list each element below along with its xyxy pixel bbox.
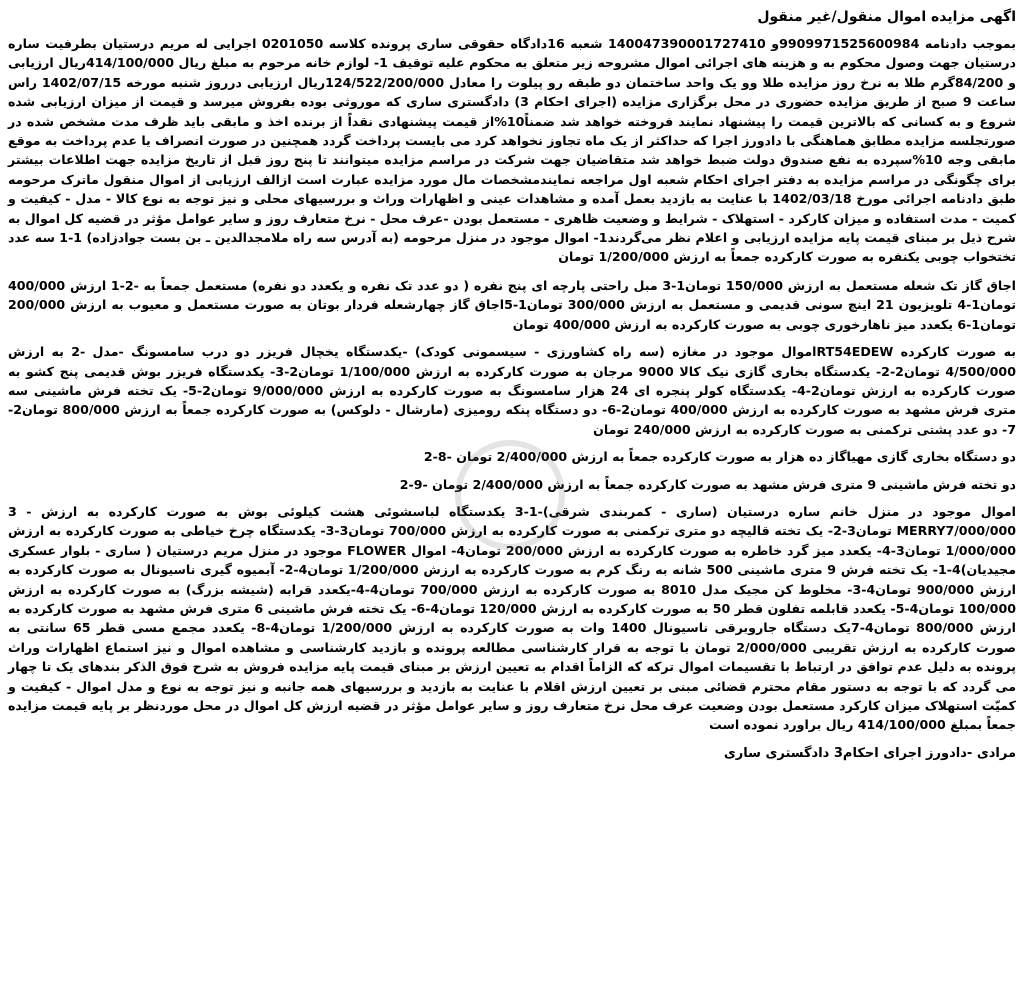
paragraph-item-2-8: دو دستگاه بخاری گازی مهیاگاز ده هزار به صورت کارکرده جمعاً به ارزش 2/400/000 تومان -8-2 xyxy=(423,449,1016,465)
paragraph-section-3-4: اموال موجود در منزل خانم ساره درستیان (ساری - کمربندی شرقی)-1-3 یکدستگاه لباسشوئی هشت کیلوئی بوش به صورت کارکرده به ارزش - 3 MERRY7/000/000 تومان3-2- یک تخته قالیچه دو متری ترکمنی به صورت کارکرده به ارزش 700/000 تومان3-3- یکدستگاه چرخ خیاطی به صورت کارکرده به ارزش 1/000/000 تومان3-4- یکعدد میز گرد خاطره به صورت کارکرده به ارزش 200/000 تومان4- اموال FLOWER موجود در منزل مریم درستیان ( ساری - بلوار عسکری مجیدیان)4-1- یک تخته فرش 9 متری ماشینی 500 شانه به رنگ کرم به صورت کارکرده به ارزش 1/200/000 تومان4-2- آبمیوه گیری ناسیونال به صورت کارکرده به ارزش 900/000 تومان4-3- مخلوط کن مجیک مدل 8010 به صورت کارکرده به ارزش 700/000 تومان4-4-یکعدد قرابه (شیشه بزرگ) به صورت کارکرده به ارزش 100/000 تومان4-5- یکعدد قابلمه تفلون قطر 50 به صورت کارکرده به ارزش 120/000 تومان4-6- یک تخته فرش ماشینی 6 متری فرش مشهد به صورت کارکرده به ارزش 800/000 تومان4-7یک دستگاه جاروبرقی ناسیونال 1400 وات به صورت کارکرده به ارزش 1/200/000 تومان4-8- یکعدد مجمع مسی قطر 65 سانتی به صورت کارکرده به ارزش تقریبی 2/000/000 تومان با توجه به قرار کارشناسی مطالعه پرونده و بازدید کارشناسی و مشاهده اموال و نیز استماع اظهارات وراث پرونده به دلیل عدم توافق در ارتباط با تقسیمات اموال ترکه که الزاماً اقدام به تعیین ارزش بر مبنای قیمت پایه مزایده فروش به شرح فوق الذکر بندهای یک تا چهار می گردد که با توجه به دستور مقام محترم قضائی مبنی بر تعیین ارزش اقلام با عنایت به بازدید و بررسیهای همه جانبه و نیز توجه به نوع و مدل اموال - کیفیت و کمیّت استهلاک میزان کارکرد مستعمل بودن وضعیت عرف محل نرخ متعارف روز و سایر عوامل مؤثر در قضیه ارزش کل اموال در محل موردنظر بر پایه قیمت مزایده جمعاً بمبلغ 414/100/000 ریال براورد نموده است xyxy=(8,503,1016,733)
paragraph-section-1: اجاق گاز تک شعله مستعمل به ارزش 150/000 تومان1-3 مبل راحتی پارچه ای پنج نفره ( دو عدد تک نفره و یکعدد دو نفره) مستعمل جمعاً به -2-1 ارزش 400/000 تومان1-4 تلویزیون 21 اینچ سونی قدیمی و مستعمل به ارزش 300/000 تومان1-5اجاق گاز چهارشعله فردار بوتان به صورت مستعمل و معیوب به ارزش 200/000 تومان1-6 یکعدد میز ناهارخوری چوبی به صورت کارکرده به ارزش 400/000 تومان xyxy=(8,277,1016,332)
signature-line: مرادی -دادورز اجرای احکام3 دادگستری ساری xyxy=(723,745,1016,761)
paragraph-item-2-9: دو تخته فرش ماشینی 9 متری فرش مشهد به صورت کارکرده جمعاً به ارزش 2/400/000 تومان -9-2 xyxy=(399,476,1016,492)
paragraph-section-2: به صورت کارکرده RT54EDEWاموال موجود در مغازه (سه راه کشاورزی - سیسمونی کودک) -یکدستگاه یخچال فریزر دو درب سامسونگ -مدل -2 به ارزش 4/500/000 تومان2-2- یکدستگاه بخاری گازی نیک کالا 9000 مرجان به صورت کارکرده به ارزش 1/100/000 تومان2-3- یکدستگاه فریزر بوش قدیمی پنج کشو به صورت کارکرده به ارزش تومان2-4- یکدستگاه کولر پنجره ای 24 هزار سامسونگ به صورت کارکرده به ارزش 9/000/000 تومان2-5- یک تخته فرش ماشینی سه متری فرش مشهد به صورت کارکرده به ارزش 400/000 تومان2-6- دو دستگاه پنکه رومیزی (مارشال - دلوکس) به صورت کارکرده جمعاً به ارزش 800/000 تومان2-7- دو عدد پشتی ترکمنی به صورت کارکرده به ارزش 240/000 تومان xyxy=(8,344,1016,437)
notice-title: اگهی مزایده اموال منقول/غیر منقول xyxy=(757,9,1016,25)
paragraph-intro: بموجب دادنامه 9909971525600984و 140047390001727410 شعبه 16دادگاه حقوقی ساری پرونده کلاسه 0201050 اجرایی له مریم درستیان بطرفیت ساره درستیان جهت وصول محکوم به و هزینه های اجرائی اموال مشروحه زیر متعلق به محکوم علیه توقیف 1- لوازم خانه مرحوم به مبلغ ریال 414/100/000ریال ارزیابی و 84/200گرم طلا به نرخ روز مزایده طلا وو یک واحد ساختمان دو طبقه رو پیلوت را معادل 124/522/200/000ریال ارزیابی درروز شنبه مورخه 1402/07/15 راس ساعت 9 صبح از طریق مزایده حضوری در محل برگزاری مزایده (اجرای احکام 3) دادگستری ساری که موروثی بوده بفروش میرسد و قیمت از میزان ارزیابی شده شروع و به کسانی که بالاترین قیمت را پیشنهاد نمایند فروخته خواهد شد ضمناً10%از قیمت پیشنهادی نقداً از برنده اخذ و مابقی باید ظرف مدت مشخص شده در صورتجلسه مزایده مطابق هماهنگی با دادورز اجرا که حداکثر از یک ماه تجاوز نخواهد کرد می بایست پرداخت گردد همچنین در صورت انصراف یا عدم پرداخت به موقع مابقی وجه 10%سپرده به نفع صندوق دولت ضبط خواهد شد متقاضیان جهت شرکت در مراسم مزایده میتوانند تا پنج روز قبل از تاریخ مزایده جهت اطلاعات بیشتر برای چگونگی در مراسم مزایده به دفتر اجرای احکام شعبه اول مراجعه نمایندمشخصات مال مورد مزایده عبارت است ازالف ارزیابی از اموال منقول ماترک مرحومه طبق دادنامه اجرائی مورخ 1402/03/18 با عنایت به بازدید بعمل آمده و مشاهدات عینی و اظهارات وراث و بررسیهای محلی و نیز توجه به نوع کالا - مدل - کیفیت و کمیت - مدت استفاده و میزان کارکرد - استهلاک - شرایط و وضعیت ظاهری - مستعمل بودن -عرف محل - نرخ متعارف روز و سایر عوامل مؤثر در قضیه کل اموال به شرح ذیل بر مبنای قیمت پایه مزایده ارزیابی و اعلام نظر می‌گردند1- اموال موجود در منزل مرحومه (به آدرس سه راه ملامجدالدین ـ بن بست جوادزاده) 1-1 سه عدد تختخواب چوبی یکنفره به صورت کارکرده جمعاً به ارزش 1/200/000 تومان xyxy=(8,36,1017,265)
